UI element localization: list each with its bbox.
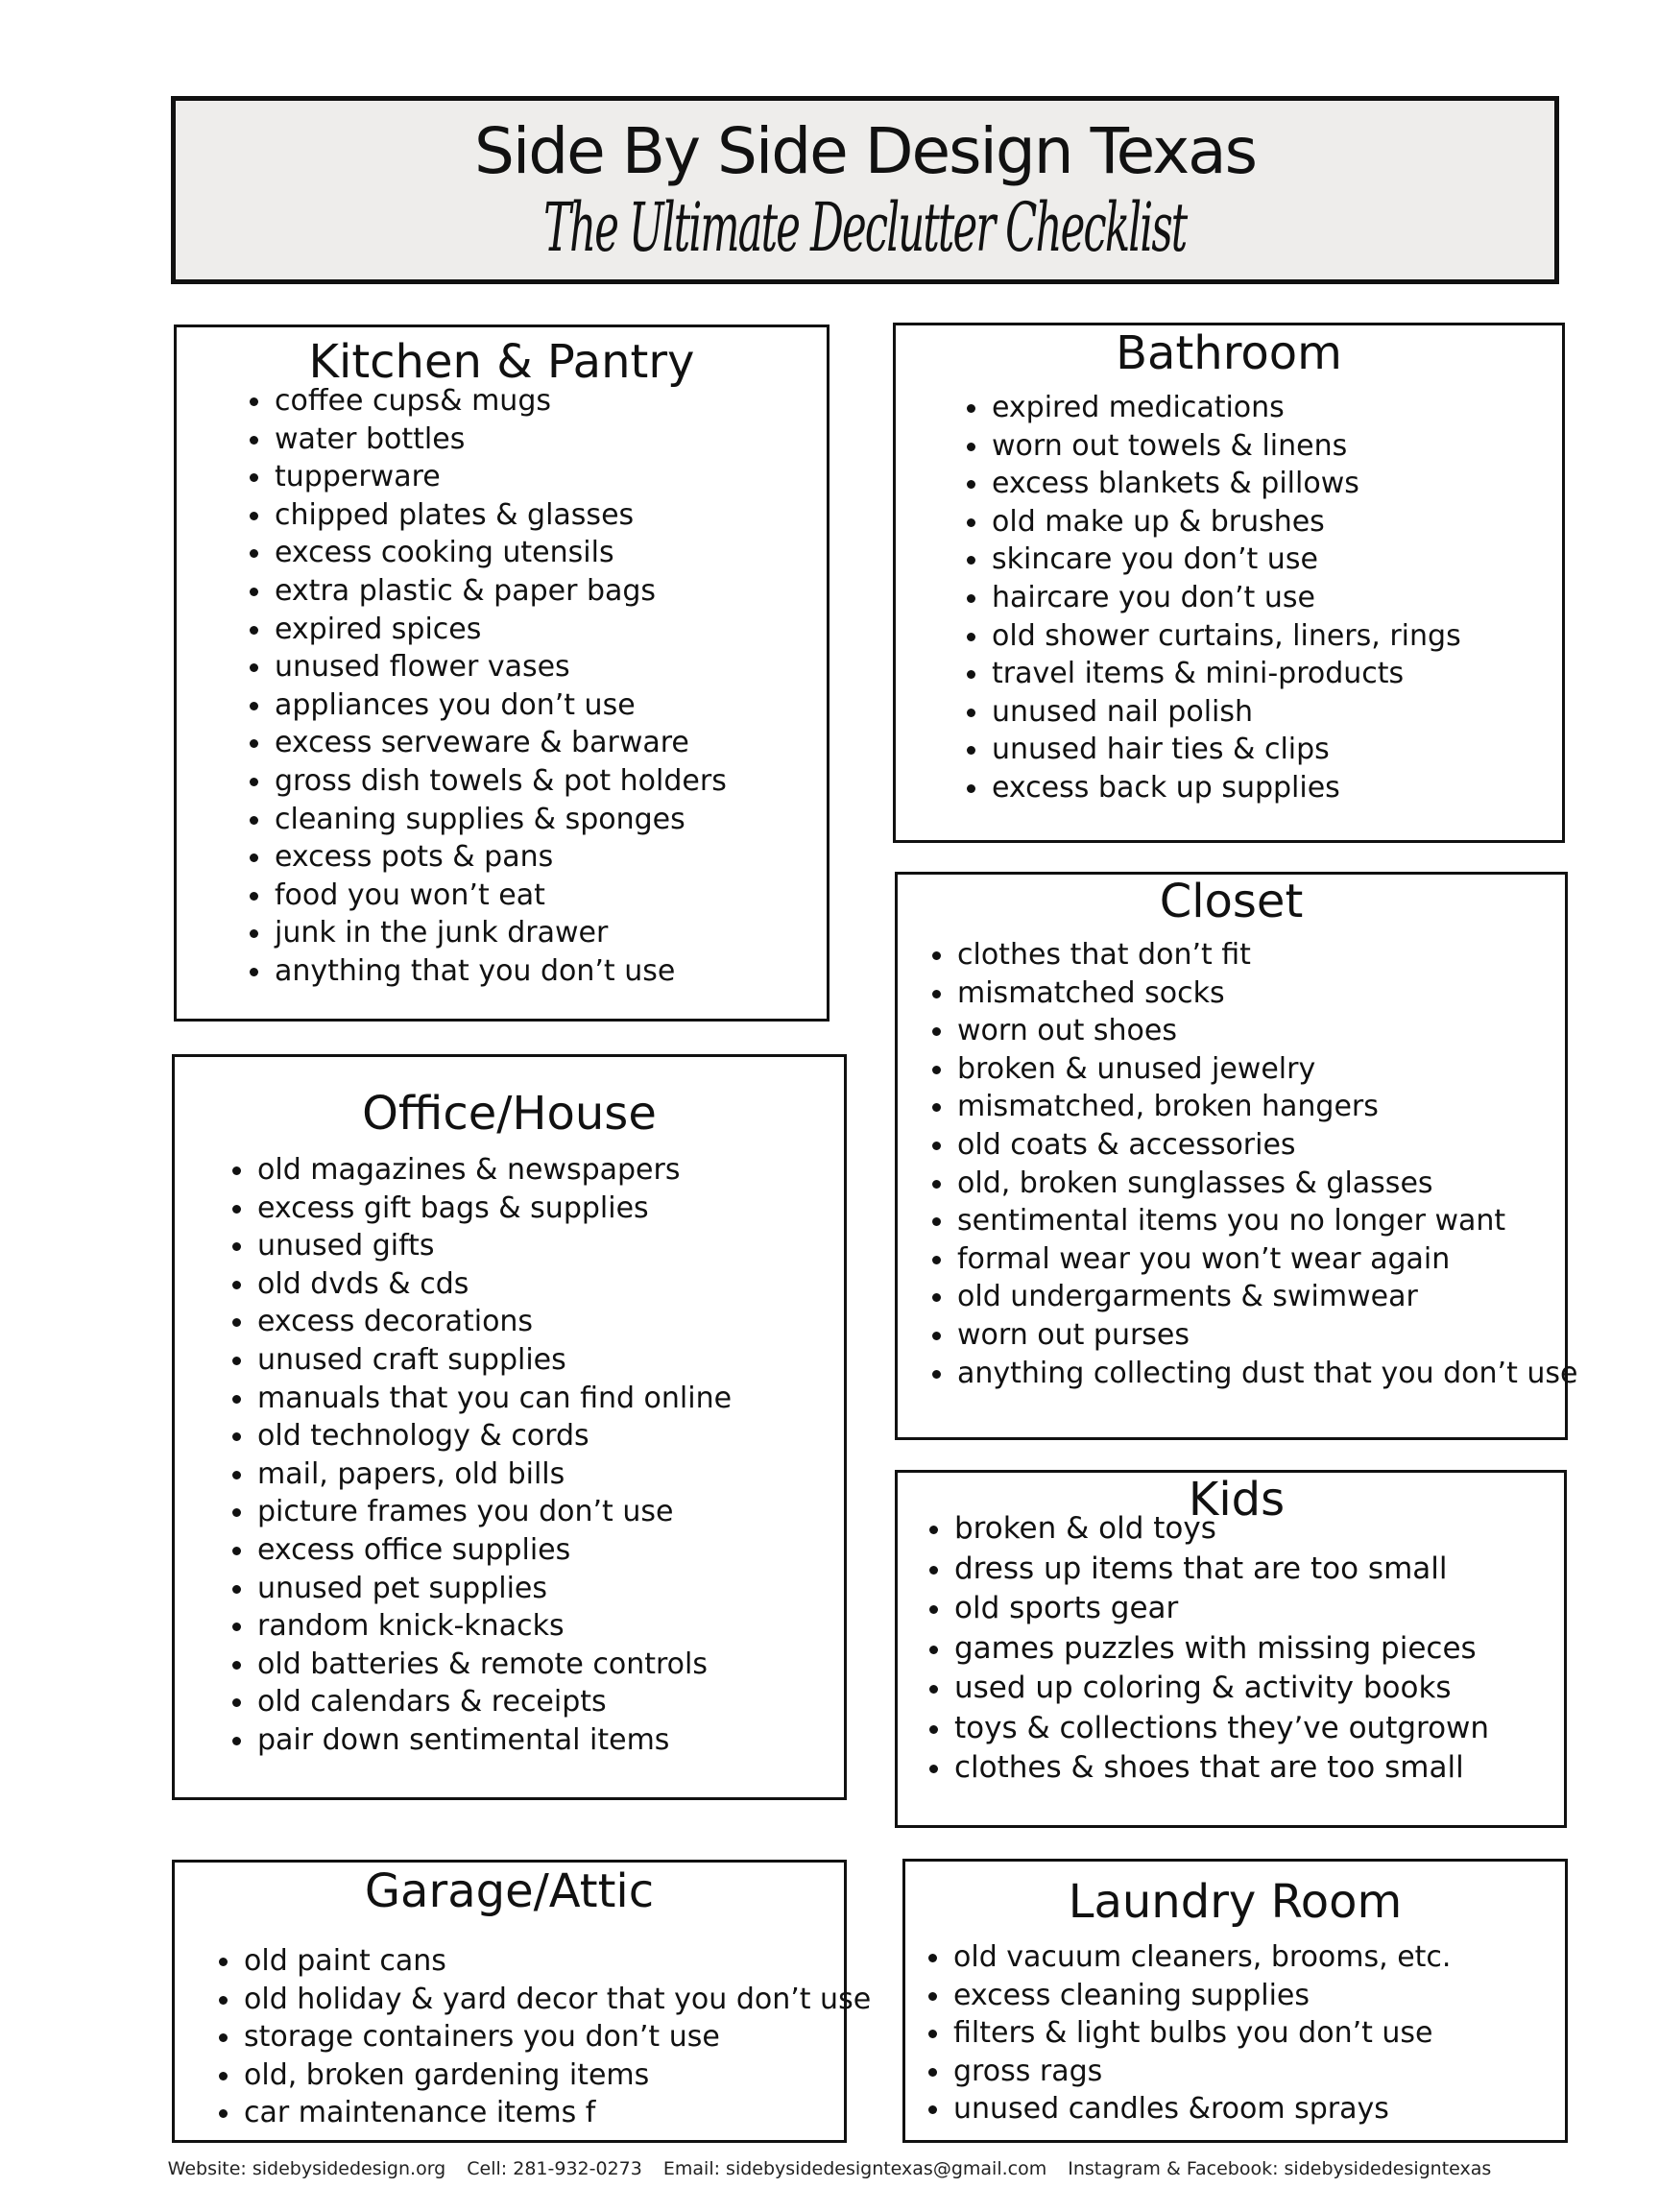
checklist-item: mismatched socks bbox=[957, 974, 1565, 1013]
section-laundry bbox=[902, 1859, 1568, 2143]
section-kids bbox=[895, 1470, 1567, 1828]
checklist-item: unused gifts bbox=[257, 1227, 844, 1265]
checklist-item: used up coloring & activity books bbox=[954, 1669, 1564, 1709]
checklist-item: worn out shoes bbox=[957, 1012, 1565, 1050]
checklist-item: unused hair ties & clips bbox=[992, 731, 1562, 769]
checklist bbox=[992, 389, 1562, 807]
section-garage bbox=[172, 1860, 872, 2143]
checklist-item: anything collecting dust that you don’t use bbox=[957, 1355, 1565, 1393]
checklist-item: broken & old toys bbox=[954, 1509, 1564, 1550]
checklist-item: appliances you don’t use bbox=[275, 686, 827, 725]
checklist bbox=[954, 1509, 1564, 1789]
checklist bbox=[244, 1942, 872, 2132]
checklist-item: travel items & mini-products bbox=[992, 655, 1562, 693]
checklist-item: dress up items that are too small bbox=[954, 1550, 1564, 1590]
checklist-item: filters & light bulbs you don’t use bbox=[953, 2014, 1565, 2053]
section-title: Kids bbox=[1188, 1473, 1286, 1527]
checklist-item: excess cooking utensils bbox=[275, 534, 827, 572]
checklist-item: anything that you don’t use bbox=[275, 952, 827, 991]
section-office bbox=[172, 1054, 847, 1800]
checklist-item: tupperware bbox=[275, 458, 827, 496]
checklist-item: expired spices bbox=[275, 611, 827, 649]
section-closet bbox=[895, 872, 1578, 1440]
checklist-item: unused flower vases bbox=[275, 648, 827, 686]
checklist-item: excess cleaning supplies bbox=[953, 1977, 1565, 2015]
checklist-item: old magazines & newspapers bbox=[257, 1151, 844, 1190]
checklist bbox=[275, 382, 827, 991]
checklist-item: clothes & shoes that are too small bbox=[954, 1748, 1564, 1789]
checklist-item: car maintenance items f bbox=[244, 2094, 844, 2132]
checklist-item: excess back up supplies bbox=[992, 769, 1562, 807]
checklist-item: old, broken gardening items bbox=[244, 2056, 844, 2095]
checklist-item: manuals that you can find online bbox=[257, 1380, 844, 1418]
footer-social: Instagram & Facebook: sidebysidedesigntexas bbox=[1068, 2158, 1492, 2179]
checklist-item: games puzzles with missing pieces bbox=[954, 1629, 1564, 1670]
checklist-item: excess serveware & barware bbox=[275, 724, 827, 762]
section-title: Closet bbox=[1159, 875, 1304, 928]
checklist-item: excess pots & pans bbox=[275, 838, 827, 877]
checklist-item: junk in the junk drawer bbox=[275, 914, 827, 952]
section-title: Office/House bbox=[362, 1087, 657, 1141]
checklist bbox=[953, 1938, 1565, 2128]
checklist-item: formal wear you won’t wear again bbox=[957, 1240, 1565, 1279]
checklist-item: random knick-knacks bbox=[257, 1607, 844, 1646]
checklist-item: unused pet supplies bbox=[257, 1570, 844, 1608]
checklist-item: excess decorations bbox=[257, 1303, 844, 1341]
checklist-item: haircare you don’t use bbox=[992, 579, 1562, 617]
checklist-item: unused craft supplies bbox=[257, 1341, 844, 1380]
checklist-item: food you won’t eat bbox=[275, 877, 827, 915]
checklist-item: old technology & cords bbox=[257, 1417, 844, 1455]
checklist-item: gross rags bbox=[953, 2053, 1565, 2091]
section-bathroom bbox=[893, 323, 1565, 843]
checklist-item: worn out towels & linens bbox=[992, 427, 1562, 466]
section-title: Bathroom bbox=[1116, 326, 1342, 380]
checklist-item: coffee cups& mugs bbox=[275, 382, 827, 421]
checklist-item: old, broken sunglasses & glasses bbox=[957, 1165, 1565, 1203]
checklist-item: old paint cans bbox=[244, 1942, 844, 1981]
checklist-subtitle: The Ultimate Declutter Checklist bbox=[543, 188, 1187, 267]
section-kitchen bbox=[174, 325, 830, 1022]
checklist-item: mismatched, broken hangers bbox=[957, 1088, 1565, 1126]
checklist-item: old calendars & receipts bbox=[257, 1683, 844, 1721]
footer-cell: Cell: 281-932-0273 bbox=[467, 2158, 642, 2179]
checklist-item: old holiday & yard decor that you don’t use bbox=[244, 1981, 844, 2019]
checklist-item: skincare you don’t use bbox=[992, 541, 1562, 579]
checklist-item: old shower curtains, liners, rings bbox=[992, 617, 1562, 656]
checklist-item: picture frames you don’t use bbox=[257, 1493, 844, 1531]
section-title: Kitchen & Pantry bbox=[308, 335, 695, 389]
checklist-item: mail, papers, old bills bbox=[257, 1455, 844, 1494]
checklist-item: chipped plates & glasses bbox=[275, 496, 827, 535]
checklist-item: toys & collections they’ve outgrown bbox=[954, 1709, 1564, 1749]
checklist-item: water bottles bbox=[275, 421, 827, 459]
checklist-item: old dvds & cds bbox=[257, 1265, 844, 1304]
checklist-item: unused nail polish bbox=[992, 693, 1562, 732]
section-title: Garage/Attic bbox=[364, 1864, 655, 1918]
checklist-item: expired medications bbox=[992, 389, 1562, 427]
checklist bbox=[257, 1151, 844, 1760]
checklist-item: old batteries & remote controls bbox=[257, 1646, 844, 1684]
contact-footer bbox=[0, 2158, 1659, 2179]
checklist-item: old coats & accessories bbox=[957, 1126, 1565, 1165]
checklist-item: sentimental items you no longer want bbox=[957, 1202, 1565, 1240]
section-title: Laundry Room bbox=[1068, 1875, 1403, 1929]
header-banner bbox=[171, 96, 1559, 284]
checklist bbox=[957, 936, 1578, 1392]
checklist-item: cleaning supplies & sponges bbox=[275, 801, 827, 839]
checklist-item: pair down sentimental items bbox=[257, 1721, 844, 1760]
checklist-item: storage containers you don’t use bbox=[244, 2018, 844, 2056]
checklist-item: extra plastic & paper bags bbox=[275, 572, 827, 611]
checklist-item: clothes that don’t fit bbox=[957, 936, 1565, 974]
checklist-item: excess blankets & pillows bbox=[992, 465, 1562, 503]
checklist-item: worn out purses bbox=[957, 1316, 1565, 1355]
brand-title: Side By Side Design Texas bbox=[473, 114, 1257, 188]
footer-email: Email: sidebysidedesigntexas@gmail.com bbox=[662, 2158, 1047, 2179]
checklist-item: unused candles &room sprays bbox=[953, 2090, 1565, 2128]
checklist-item: old make up & brushes bbox=[992, 503, 1562, 541]
checklist-item: broken & unused jewelry bbox=[957, 1050, 1565, 1089]
checklist-item: gross dish towels & pot holders bbox=[275, 762, 827, 801]
checklist-item: old vacuum cleaners, brooms, etc. bbox=[953, 1938, 1565, 1977]
checklist-item: old undergarments & swimwear bbox=[957, 1278, 1565, 1316]
checklist-item: excess office supplies bbox=[257, 1531, 844, 1570]
checklist-item: excess gift bags & supplies bbox=[257, 1190, 844, 1228]
checklist-item: old sports gear bbox=[954, 1589, 1564, 1629]
footer-website: Website: sidebysidedesign.org bbox=[167, 2158, 446, 2179]
